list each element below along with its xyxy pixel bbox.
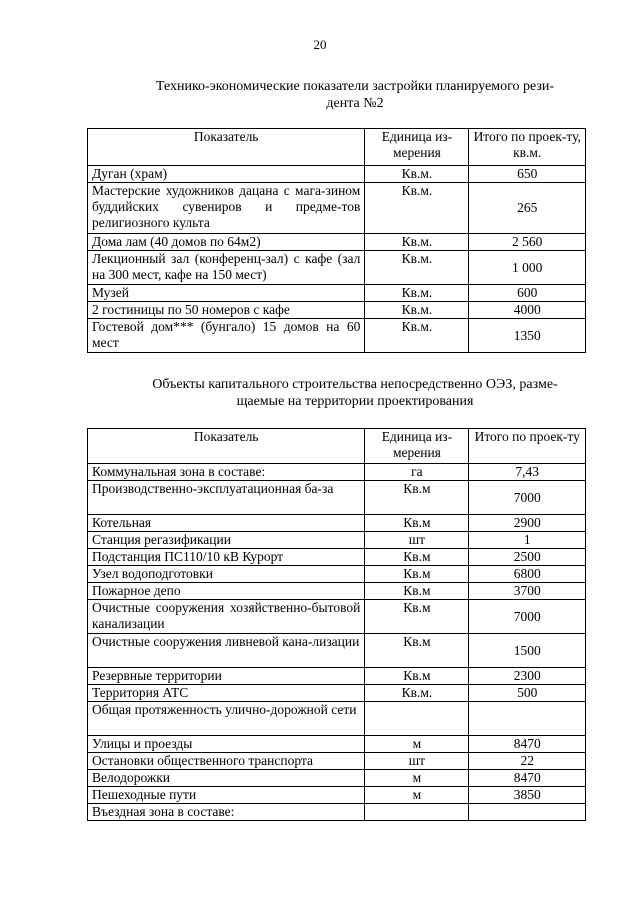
header-indicator: Показатель (88, 129, 365, 166)
row-name: Узел водоподготовки (88, 566, 365, 583)
row-name: Велодорожки (88, 770, 365, 787)
page-number: 20 (313, 37, 327, 52)
row-value: 2500 (469, 549, 586, 566)
table-row (88, 736, 586, 753)
row-name: Дуган (храм) (88, 166, 365, 183)
row-unit: Кв.м. (365, 251, 469, 285)
row-value: 6800 (469, 566, 586, 583)
table-row (88, 532, 586, 549)
row-name: Подстанция ПС110/10 кВ Курорт (88, 549, 365, 566)
row-unit: Кв.м. (365, 183, 469, 234)
header-total: Итого по проек-ту (469, 429, 586, 464)
row-unit: Кв.м (365, 481, 469, 515)
row-value: 1500 (469, 634, 586, 668)
row-unit (365, 702, 469, 736)
row-value: 600 (469, 285, 586, 302)
row-unit: Кв.м. (365, 319, 469, 353)
table-row (88, 702, 586, 736)
row-unit: Кв.м (365, 668, 469, 685)
row-name: Общая протяженность улично-дорожной сети (88, 702, 365, 736)
table-row (88, 166, 586, 183)
table-row (88, 668, 586, 685)
row-name: Мастерские художников дацана с мага-зином буддийских сувениров и предме-тов религиозного культа (88, 183, 365, 234)
row-unit: Кв.м (365, 549, 469, 566)
resident-indicators-table (87, 128, 586, 353)
row-unit (365, 804, 469, 821)
table-row (88, 234, 586, 251)
row-value: 3850 (469, 787, 586, 804)
row-unit: Кв.м (365, 515, 469, 532)
row-name: Территория АТС (88, 685, 365, 702)
row-name: Въездная зона в составе: (88, 804, 365, 821)
row-unit: м (365, 736, 469, 753)
table-row (88, 549, 586, 566)
header-unit: Единица из-мерения (365, 429, 469, 464)
row-name: Музей (88, 285, 365, 302)
row-unit: Кв.м. (365, 166, 469, 183)
row-unit: Кв.м (365, 566, 469, 583)
table-row (88, 183, 586, 234)
row-name: Улицы и проезды (88, 736, 365, 753)
row-value: 8470 (469, 736, 586, 753)
row-name: Очистные сооружения ливневой кана-лизации (88, 634, 365, 668)
row-name: Резервные территории (88, 668, 365, 685)
section1-title-line1: Технико-экономические показатели застройки планируемого рези- (155, 79, 555, 94)
row-name: Пешеходные пути (88, 787, 365, 804)
row-name: Пожарное депо (88, 583, 365, 600)
table-row (88, 302, 586, 319)
table-row (88, 285, 586, 302)
table-row (88, 804, 586, 821)
row-unit: Кв.м. (365, 685, 469, 702)
row-value: 8470 (469, 770, 586, 787)
table-row (88, 770, 586, 787)
table-row (88, 600, 586, 634)
row-value: 2900 (469, 515, 586, 532)
table-row (88, 481, 586, 515)
header-unit: Единица из-мерения (365, 129, 469, 166)
row-value: 650 (469, 166, 586, 183)
table-row (88, 753, 586, 770)
row-unit: Кв.м. (365, 285, 469, 302)
row-value (469, 804, 586, 821)
table-row (88, 566, 586, 583)
table-row (88, 787, 586, 804)
section1-title (118, 78, 592, 112)
capital-construction-table (87, 428, 586, 821)
row-value: 2300 (469, 668, 586, 685)
table-row (88, 464, 586, 481)
row-name: Лекционный зал (конференц-зал) с кафе (зал на 300 мест, кафе на 150 мест) (88, 251, 365, 285)
row-value: 3700 (469, 583, 586, 600)
row-name: Котельная (88, 515, 365, 532)
row-unit: Кв.м (365, 634, 469, 668)
section2-title-line2: щаемые на территории проектирования (236, 394, 474, 409)
header-total: Итого по проек-ту, кв.м. (469, 129, 586, 166)
row-value: 4000 (469, 302, 586, 319)
row-value: 265 (469, 183, 586, 234)
table-header-row (88, 429, 586, 464)
row-unit: шт (365, 753, 469, 770)
row-value: 500 (469, 685, 586, 702)
row-unit: Кв.м. (365, 234, 469, 251)
row-name: Производственно-эксплуатационная ба-за (88, 481, 365, 515)
row-unit: м (365, 787, 469, 804)
row-value: 1 000 (469, 251, 586, 285)
row-value: 2 560 (469, 234, 586, 251)
section2-title (118, 376, 592, 410)
table-row (88, 685, 586, 702)
table-row (88, 634, 586, 668)
row-value: 1 (469, 532, 586, 549)
table-row (88, 583, 586, 600)
row-name: Коммунальная зона в составе: (88, 464, 365, 481)
row-value: 1350 (469, 319, 586, 353)
section2-title-line1: Объекты капитального строительства непосредственно ОЭЗ, разме- (152, 377, 558, 392)
row-name: 2 гостиницы по 50 номеров с кафе (88, 302, 365, 319)
row-value: 7000 (469, 481, 586, 515)
row-value: 22 (469, 753, 586, 770)
row-unit: Кв.м (365, 583, 469, 600)
row-unit: м (365, 770, 469, 787)
row-name: Дома лам (40 домов по 64м2) (88, 234, 365, 251)
row-unit: Кв.м. (365, 302, 469, 319)
table-header-row (88, 129, 586, 166)
table-row (88, 319, 586, 353)
row-unit: шт (365, 532, 469, 549)
row-unit: Кв.м (365, 600, 469, 634)
row-name: Очистные сооружения хозяйственно-бытовой канализации (88, 600, 365, 634)
row-value (469, 702, 586, 736)
row-name: Остановки общественного транспорта (88, 753, 365, 770)
header-indicator: Показатель (88, 429, 365, 464)
row-value: 7000 (469, 600, 586, 634)
row-name: Гостевой дом*** (бунгало) 15 домов на 60 мест (88, 319, 365, 353)
row-value: 7,43 (469, 464, 586, 481)
table-row (88, 251, 586, 285)
table-row (88, 515, 586, 532)
row-name: Станция регазификации (88, 532, 365, 549)
section1-title-line2: дента №2 (326, 96, 384, 111)
row-unit: га (365, 464, 469, 481)
